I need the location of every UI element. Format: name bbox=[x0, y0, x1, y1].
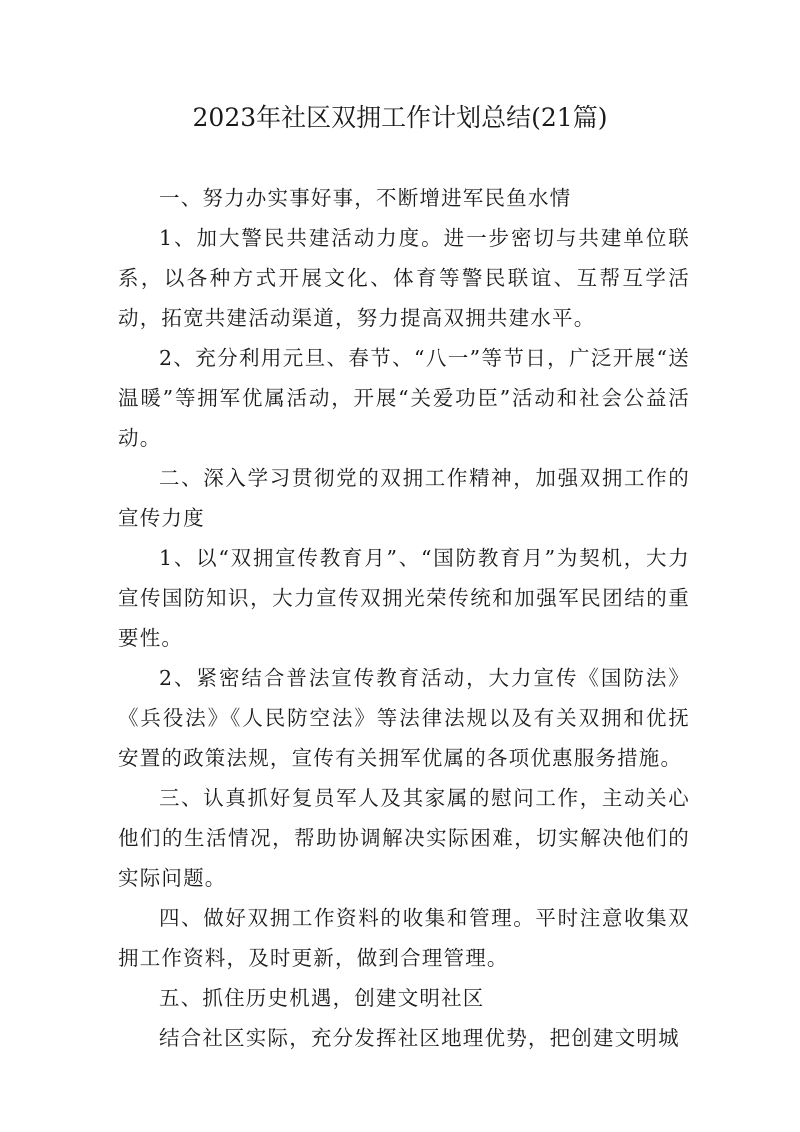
paragraph-2-2: 2、紧密结合普法宣传教育活动，大力宣传《国防法》《兵役法》《人民防空法》等法律法规以及有关双拥和优抚安置的政策法规，宣传有关拥军优属的各项优惠服务措施。 bbox=[118, 666, 690, 770]
section-3-paragraph: 三、认真抓好复员军人及其家属的慰问工作，主动关心他们的生活情况，帮助协调解决实际困难，切实解决他们的实际问题。 bbox=[118, 786, 690, 890]
paragraph-1-1: 1、加大警民共建活动力度。进一步密切与共建单位联系，以各种方式开展文化、体育等警民联谊、互帮互学活动，拓宽共建活动渠道，努力提高双拥共建水平。 bbox=[118, 226, 690, 330]
paragraph-5-1: 结合社区实际，充分发挥社区地理优势，把创建文明城 bbox=[159, 1026, 680, 1050]
document-body bbox=[118, 178, 690, 1058]
section-heading-1: 一、努力办实事好事，不断增进军民鱼水情 bbox=[159, 186, 572, 210]
paragraph-2-1: 1、以“双拥宣传教育月”、“国防教育月”为契机，大力宣传国防知识，大力宣传双拥光荣传统和加强军民团结的重要性。 bbox=[118, 546, 690, 650]
section-4-paragraph: 四、做好双拥工作资料的收集和管理。平时注意收集双拥工作资料，及时更新，做到合理管理。 bbox=[118, 906, 690, 970]
paragraph-1-2: 2、充分利用元旦、春节、“八一”等节日，广泛开展“送温暖”等拥军优属活动，开展“关爱功臣”活动和社会公益活动。 bbox=[118, 346, 690, 450]
section-heading-5: 五、抓住历史机遇，创建文明社区 bbox=[159, 986, 485, 1010]
section-heading-2: 二、深入学习贯彻党的双拥工作精神，加强双拥工作的宣传力度 bbox=[118, 466, 690, 530]
document-title: 2023年社区双拥工作计划总结(21篇) bbox=[192, 103, 608, 132]
